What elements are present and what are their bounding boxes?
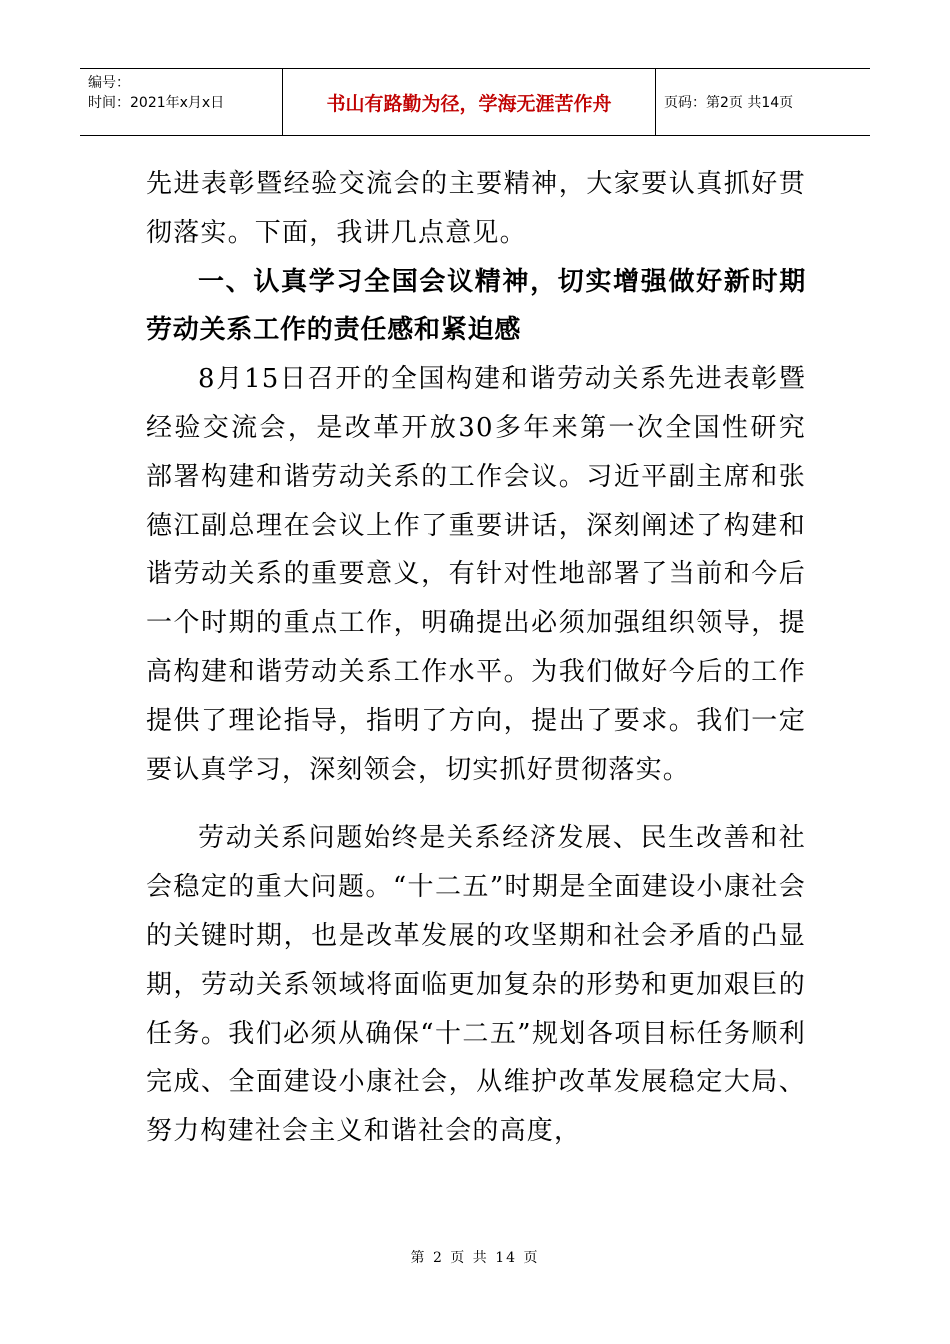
document-number-label: 编号： <box>88 75 130 91</box>
paragraph-continued: 先进表彰暨经验交流会的主要精神，大家要认真抓好贯彻落实。下面，我讲几点意见。 <box>146 169 806 248</box>
header-meta <box>80 69 282 135</box>
paragraph: 8月15日召开的全国构建和谐劳动关系先进表彰暨经验交流会，是改革开放30多年来第一次全国性研究部署构建和谐劳动关系的工作会议。习近平副主席和张德江副总理在会议上作了重要讲话，深刻阐述了构建和谐劳动关系的重要意义，有针对性地部署了当前和今后一个时期的重点工作，明确提出必须加强组织领导，提高构建和谐劳动关系工作水平。为我们做好今后的工作提供了理论指导，指明了方向，提出了要求。我们一定要认真学习，深刻领会，切实抓好贯彻落实。 <box>146 364 806 785</box>
page-header <box>80 68 870 136</box>
header-motto: 书山有路勤为径，学海无涯苦作舟 <box>282 69 656 135</box>
document-body <box>146 160 806 1156</box>
document-date: 时间：2021年x月x日 <box>88 95 225 111</box>
section-heading: 一、认真学习全国会议精神，切实增强做好新时期劳动关系工作的责任感和紧迫感 <box>146 266 806 346</box>
header-page-info: 页码：第2页 共14页 <box>664 95 794 111</box>
page-footer: 第 2 页 共 14 页 <box>410 1250 540 1266</box>
paragraph: 劳动关系问题始终是关系经济发展、民生改善和社会稳定的重大问题。“十二五”时期是全面建设小康社会的关键时期，也是改革发展的攻坚期和社会矛盾的凸显期，劳动关系领域将面临更加复杂的形势和更加艰巨的任务。我们必须从确保“十二五”规划各项目标任务顺利完成、全面建设小康社会，从维护改革发展稳定大局、努力构建社会主义和谐社会的高度， <box>146 823 806 1147</box>
